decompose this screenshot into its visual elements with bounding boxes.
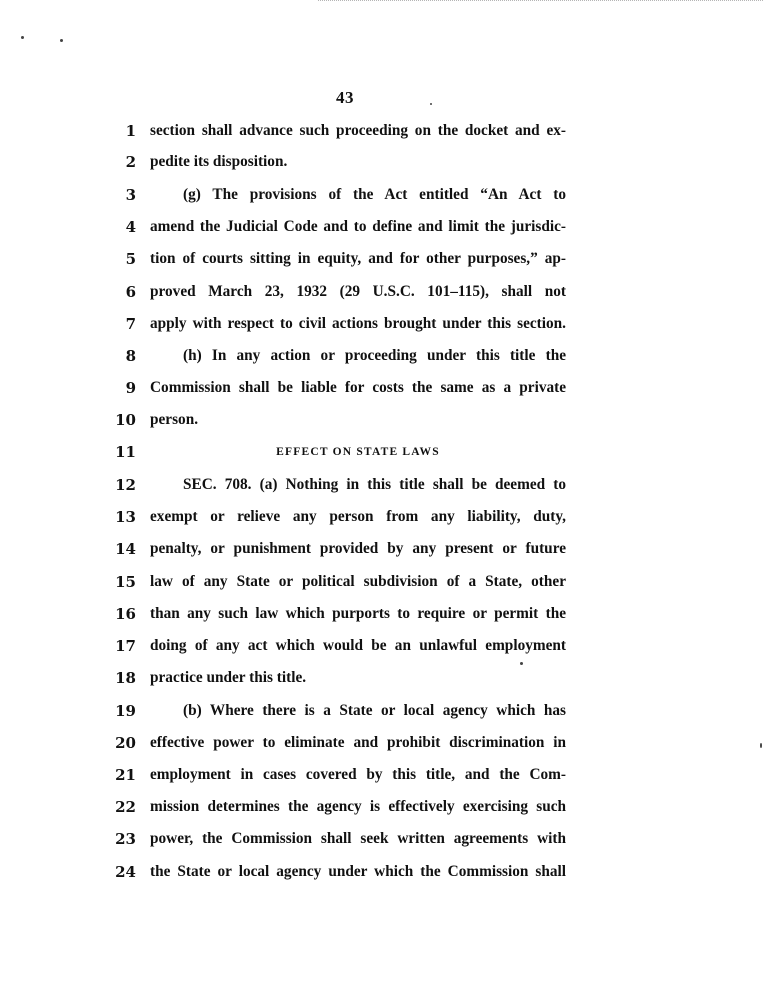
text-line: [0, 409, 763, 433]
text-line: [0, 861, 763, 885]
text-line: [0, 571, 763, 595]
section-heading: EFFECT ON STATE LAWS: [276, 446, 440, 458]
line-text: tion of courts sitting in equity, and for other purposes,” ap-: [150, 250, 566, 267]
scan-speck: [430, 103, 432, 105]
text-line: [0, 151, 763, 175]
line-text: person.: [150, 411, 199, 428]
text-line: [0, 828, 763, 852]
line-number: 3: [125, 186, 136, 204]
line-text: law of any State or political subdivision of a State, other: [150, 573, 566, 590]
text-line: [0, 248, 763, 272]
line-number: 14: [115, 540, 136, 558]
text-line: [0, 732, 763, 756]
text-line: [0, 120, 763, 144]
text-line: [0, 441, 763, 465]
line-number: 9: [125, 379, 136, 397]
line-text: Commission shall be liable for costs the same as a private: [150, 379, 566, 396]
line-text: penalty, or punishment provided by any present or future: [150, 540, 566, 557]
text-line: [0, 377, 763, 401]
line-text: practice under this title.: [150, 669, 307, 686]
line-text: doing of any act which would be an unlawful employment: [150, 637, 566, 654]
line-number: 5: [125, 250, 136, 268]
line-text: (g) The provisions of the Act entitled “An Act to: [183, 186, 566, 203]
line-number: 13: [115, 508, 136, 526]
line-text: amend the Judicial Code and to define and limit the jurisdic-: [150, 218, 566, 235]
line-number: 15: [115, 573, 136, 591]
line-text: apply with respect to civil actions brought under this section.: [150, 315, 566, 332]
line-number: 1: [125, 122, 136, 140]
scan-speck: [520, 662, 523, 665]
top-edge-dots: [318, 0, 763, 3]
text-line: [0, 216, 763, 240]
line-text: power, the Commission shall seek written agreements with: [150, 830, 566, 847]
scan-speck: [60, 39, 63, 42]
text-line: [0, 635, 763, 659]
text-line: [0, 281, 763, 305]
line-number: 20: [115, 734, 136, 752]
line-text: the State or local agency under which the Commission shall: [150, 863, 566, 880]
text-line: [0, 506, 763, 530]
line-number: 24: [115, 863, 136, 881]
line-text: SEC. 708. (a) Nothing in this title shall be deemed to: [183, 476, 566, 493]
line-number: 10: [115, 411, 136, 429]
line-number: 23: [115, 830, 136, 848]
line-number: 2: [125, 153, 136, 171]
text-line: [0, 764, 763, 788]
text-line: [0, 184, 763, 208]
text-line: [0, 603, 763, 627]
line-text: exempt or relieve any person from any liability, duty,: [150, 508, 566, 525]
line-number: 8: [125, 347, 136, 365]
text-line: [0, 538, 763, 562]
text-line: [0, 667, 763, 691]
line-text: section shall advance such proceeding on the docket and ex-: [150, 122, 566, 139]
scan-speck: [21, 36, 24, 39]
line-text: (h) In any action or proceeding under this title the: [183, 347, 566, 364]
line-text: proved March 23, 1932 (29 U.S.C. 101–115), shall not: [150, 283, 566, 300]
line-number: 21: [115, 766, 136, 784]
text-line: [0, 474, 763, 498]
line-number: 22: [115, 798, 136, 816]
line-number: 6: [125, 283, 136, 301]
line-number: 11: [115, 443, 136, 461]
text-line: [0, 700, 763, 724]
text-line: [0, 345, 763, 369]
text-line: [0, 313, 763, 337]
page-number: 43: [336, 88, 354, 107]
line-text: than any such law which purports to require or permit the: [150, 605, 566, 622]
text-line: [0, 796, 763, 820]
line-text: employment in cases covered by this title, and the Com-: [150, 766, 566, 783]
line-text: mission determines the agency is effectively exercising such: [150, 798, 566, 815]
line-number: 17: [115, 637, 136, 655]
line-text: (b) Where there is a State or local agency which has: [183, 702, 566, 719]
line-number: 12: [115, 476, 136, 494]
line-number: 19: [115, 702, 136, 720]
line-text: effective power to eliminate and prohibit discrimination in: [150, 734, 566, 751]
line-number: 7: [125, 315, 136, 333]
line-number: 18: [115, 669, 136, 687]
line-number: 4: [125, 218, 136, 236]
line-number: 16: [115, 605, 136, 623]
line-text: pedite its disposition.: [150, 153, 288, 170]
